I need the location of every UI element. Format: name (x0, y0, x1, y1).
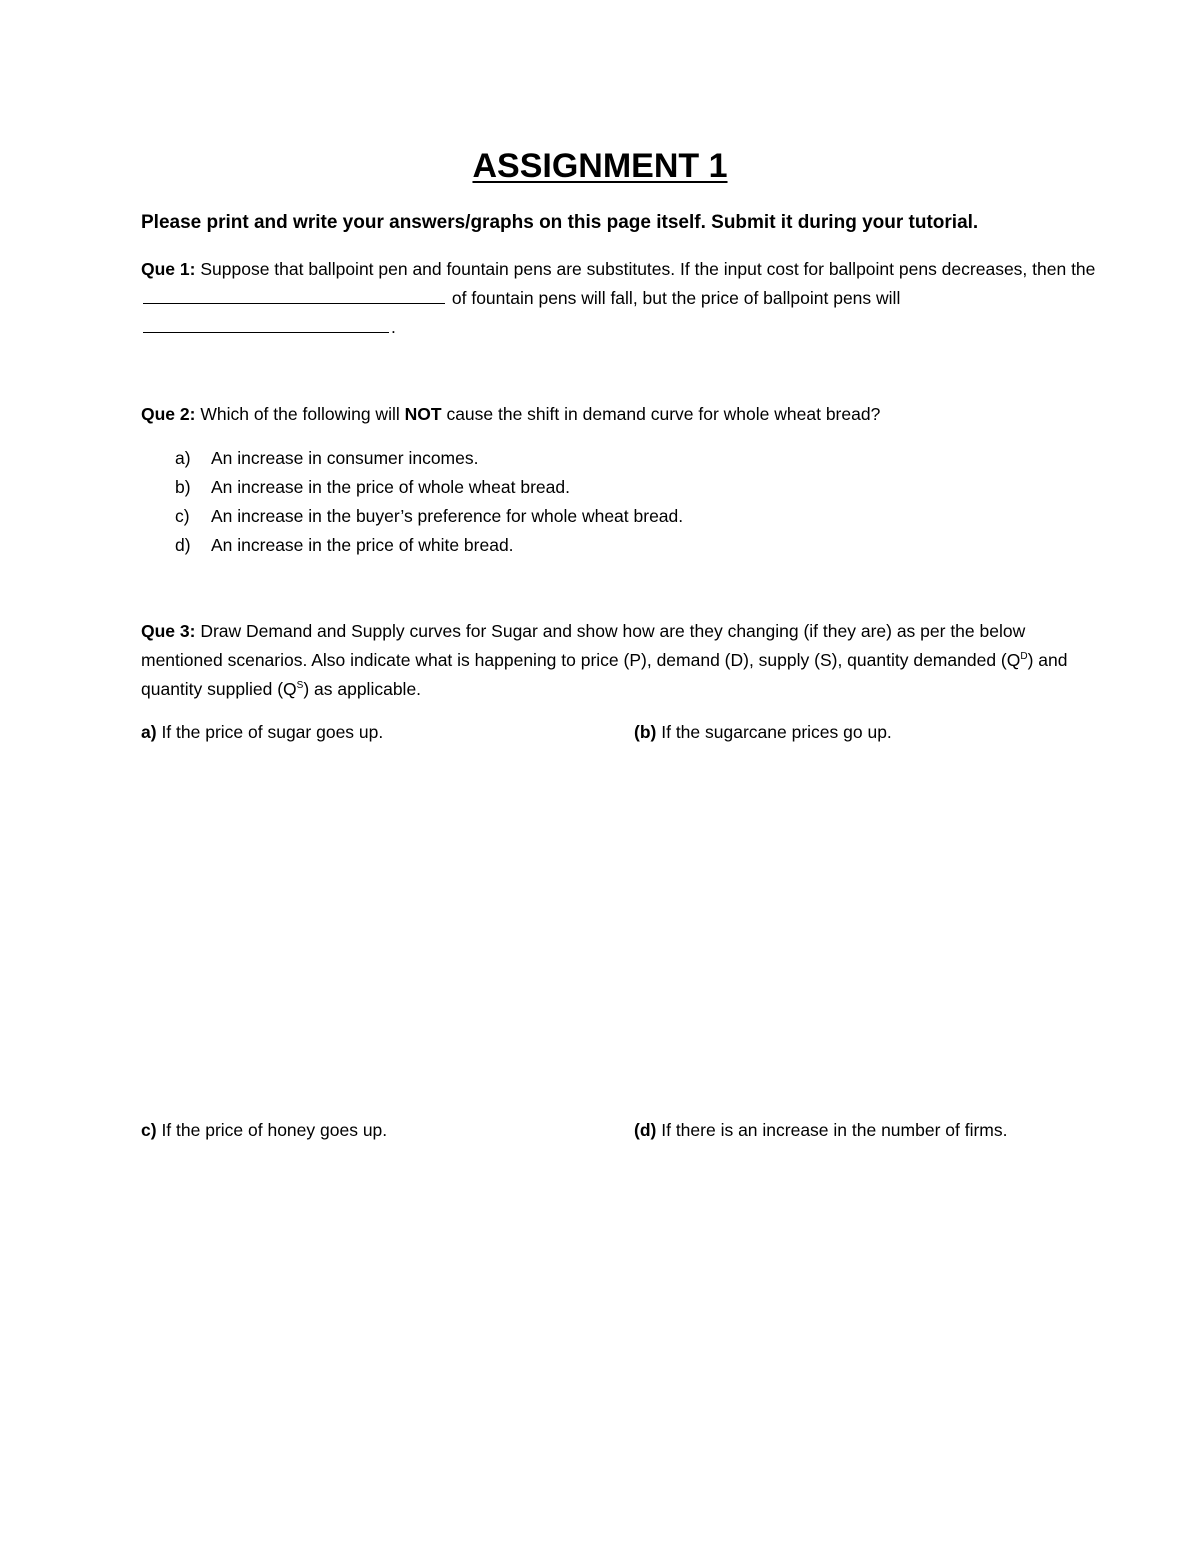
part-c-text: If the price of honey goes up. (161, 1120, 388, 1140)
option-c[interactable] (175, 502, 1075, 531)
option-text: An increase in the buyer’s preference for whole wheat bread. (211, 506, 684, 526)
question-3-part-c (141, 1116, 387, 1145)
option-b[interactable] (175, 473, 1075, 502)
superscript-s: S (296, 680, 304, 692)
instruction-text: Please print and write your answers/graphs on this page itself. Submit it during your tutorial. (141, 212, 979, 233)
option-a[interactable] (175, 444, 1075, 473)
option-letter: a) (175, 448, 191, 468)
part-b-label: (b) (634, 722, 657, 742)
question-2-text-before: Which of the following will (200, 404, 400, 424)
question-1 (141, 255, 1101, 342)
option-text: An increase in the price of whole wheat bread. (211, 477, 570, 497)
part-d-text: If there is an increase in the number of firms. (661, 1120, 1008, 1140)
question-3-part-a (141, 718, 383, 747)
question-1-text-part2: of fountain pens will fall, but the price of ballpoint pens will (451, 288, 901, 308)
question-2-options (175, 444, 1075, 560)
question-3-text-mid: ) and quantity supplied (Q (141, 650, 1068, 699)
superscript-d: D (1020, 651, 1028, 663)
option-text: An increase in the price of white bread. (211, 535, 514, 555)
part-a-text: If the price of sugar goes up. (161, 722, 384, 742)
question-1-label: Que 1: (141, 259, 196, 279)
part-a-label: a) (141, 722, 157, 742)
part-d-label: (d) (634, 1120, 657, 1140)
question-3-label: Que 3: (141, 621, 196, 641)
question-3-text-end: ) as applicable. (303, 679, 422, 699)
question-3-text-main: Draw Demand and Supply curves for Sugar and show how are they changing (if they are) as per the below mentioned scenarios. Also indicate what is happening to price (P), demand (D), supply (S), quantity demanded (Q (141, 621, 1026, 670)
question-2 (141, 400, 1101, 429)
option-d[interactable] (175, 531, 1075, 560)
page-title: ASSIGNMENT 1 (472, 147, 728, 185)
question-1-text-end: . (391, 317, 396, 337)
question-3-part-d (634, 1116, 1008, 1145)
answer-blank-1[interactable] (143, 285, 445, 304)
option-text: An increase in consumer incomes. (211, 448, 479, 468)
option-letter: d) (175, 535, 191, 555)
question-3-part-b (634, 718, 892, 747)
question-2-emphasis: NOT (404, 404, 442, 424)
option-letter: c) (175, 506, 190, 526)
option-letter: b) (175, 477, 191, 497)
question-3 (141, 617, 1101, 704)
question-1-text-part1: Suppose that ballpoint pen and fountain pens are substitutes. If the input cost for ballpoint pens decreases, then the (200, 259, 1096, 279)
question-2-label: Que 2: (141, 404, 196, 424)
part-c-label: c) (141, 1120, 157, 1140)
question-2-text-after: cause the shift in demand curve for whole wheat bread? (446, 404, 881, 424)
part-b-text: If the sugarcane prices go up. (661, 722, 892, 742)
answer-blank-2[interactable] (143, 314, 389, 333)
